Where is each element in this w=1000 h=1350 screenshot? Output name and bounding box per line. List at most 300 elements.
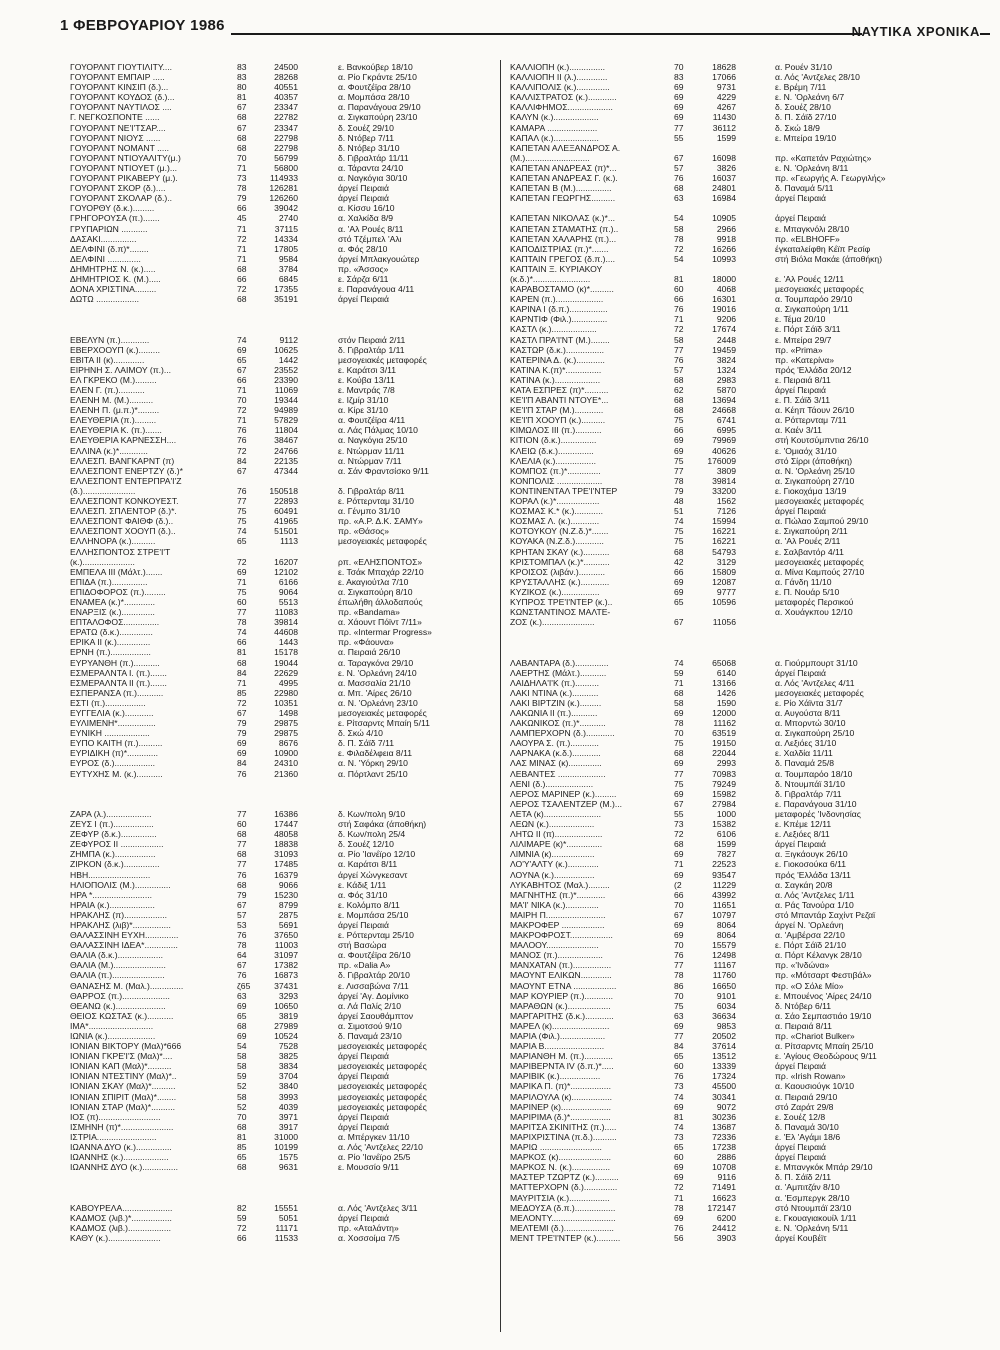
ship-name: ΕΠΙΔΟΦΟΡΟΣ (π.)......... [70,586,166,597]
ship-location: ε. Μπανγκόκ Μπάρ 29/10 [775,1162,873,1173]
tonnage: 4267 [716,102,736,113]
ship-entry [510,920,940,930]
ship-name: ΕΙΡΗΝΗ Σ. ΛΑΙΜΟΥ (π.)... [70,364,172,375]
build-year: 79 [237,889,247,900]
build-year: 71 [237,162,247,173]
tonnage: 5870 [716,385,736,395]
build-year: 69 [674,758,684,769]
tonnage: 24310 [274,758,298,769]
ship-name: ΛΗΤΩ ΙΙ (π).................... [510,829,603,840]
ship-name: ΛΑΕΡΤΗΣ (Μάλτ.)........... [510,667,607,678]
build-year: 75 [237,506,247,517]
build-year: 69 [237,748,247,759]
tonnage: 1324 [716,364,736,375]
ship-entry [70,112,500,122]
ship-name: ΕΒΕΡΧΟΟΥΠ (κ.)......... [70,344,160,355]
build-year: 64 [237,950,247,961]
ship-name: ΚΑΠΑΛ (κ.)................... [510,132,599,143]
tonnage: 16037 [712,173,736,184]
tonnage: 9112 [279,334,298,345]
tonnage: 13166 [712,677,736,688]
ship-name: ΚΑΠΕΤΑΝ ΑΛΕΞΑΝΔΡΟΣ Α. [510,142,621,153]
ship-location: ε. Πόρτ Σάϊδ 3/11 [775,324,841,335]
tonnage: 28268 [274,72,298,83]
ship-location: μεσογειακές μεταφορές [338,1081,427,1092]
ship-location: α. Λάς Πάλμας 10/10 [338,425,418,436]
ship-location: ε. Λεξιόες 8/11 [775,829,830,840]
ship-name: ΛΕΡΟΣ ΜΑΡΙΝΕΡ (κ.)......... [510,788,617,799]
ship-location: μεσογειακές μεταφορές [775,284,864,295]
ship-name: ΚΟΥΑΚΑ (Ν.Ζ.δ.)............ [510,536,604,547]
build-year: 63 [237,990,247,1001]
ship-name: ΕΛΛΕΣΠ. ΣΠΛΕΝΤΟΡ (δ.)*. [70,506,177,517]
ship-name: ΚΑΠΕΤΑΝ ΑΝΔΡΕΑΣ (π)*... [510,162,617,173]
ship-entry [70,900,500,910]
build-year: 68 [674,546,684,557]
ship-location: ε. 'Ελ 'Αγάμι 18/6 [775,1131,841,1142]
ship-name: ΛΙΜΝΙΑ (κ).................. [510,849,595,860]
tonnage: 10650 [274,1000,298,1011]
row-spacer [70,1172,500,1182]
tonnage: 6845 [278,273,298,284]
ship-entry [510,466,940,476]
ship-entry [70,1122,500,1132]
ship-location: πρ. «Chariot Bulker» [775,1031,855,1041]
ship-name: ΚΟΣΜΑΣ Λ. (κ.)............ [510,516,600,527]
ship-location: α. Μπέργκεν 11/10 [338,1131,410,1142]
ship-name: ΖΙΡΚΟΝ (δ.κ.)............... [70,859,160,870]
ship-location: α. 'Αμβέρσα 22/10 [775,930,845,941]
tonnage: 9777 [716,586,736,597]
tonnage: 3293 [278,990,298,1001]
build-year: 58 [674,697,684,708]
ship-name: ΕΛΛΕΣΠΟΝΤ ΕΝΕΡΤΖΥ (δ.)* [70,465,183,476]
ship-location: ε. Σιγκαπούρη 2/11 [775,526,848,537]
build-year: 68 [237,1162,247,1173]
header-rule [190,33,862,35]
tonnage: 39042 [274,203,298,214]
build-year: 76 [237,930,247,941]
ship-location: δ. Γιβραλτάρ 11/11 [338,152,409,163]
build-year: 83 [674,72,684,83]
ship-location: άργεί Πειραιά [775,213,826,224]
ship-entry [510,92,940,102]
build-year: 75 [674,1000,684,1011]
ship-entry [70,143,500,153]
ship-location: μεσογειακές μεταφορές [338,354,427,365]
ship-entry [510,1061,940,1071]
ship-location: α. Πόρτλαντ 25/10 [338,768,408,779]
build-year: 67 [237,960,247,971]
row-spacer [70,324,500,334]
ship-entry [510,476,940,486]
tonnage: 2966 [716,223,736,234]
ship-location: α. Μασσαλία 21/10 [338,677,411,688]
ship-entry [70,617,500,627]
ship-entry [70,213,500,223]
ship-name: ΔΑΣΑΚΙ............... [70,233,137,244]
ship-entry [70,435,500,445]
tonnage: 24801 [712,183,736,194]
ship-location: άργεί Πειραιά [775,667,826,678]
row-spacer [70,789,500,799]
ship-name: ΕΡΙΚΑ II (κ.).............. [70,637,151,648]
ship-name: ΓΡΗΓΟΡΟΥΣΑ (π.)....... [70,213,160,224]
ship-location: μεταφορές 'Ινδονησίας [775,808,861,819]
ship-location: ε. 'Αλ Ρουές 12/11 [775,273,845,284]
ship-entry [510,516,940,526]
ship-location: α. Λός 'Αντζελες 4/11 [775,677,855,688]
ship-entry [510,587,940,597]
ship-location: άργεί Πειραιά [775,385,826,395]
ship-location: άργεί 'Αγ. Δομίνικο [338,990,409,1001]
tonnage: 11651 [712,899,736,910]
ship-name: ΚΑΤΙΝΑ Κ.(π)*............... [510,364,602,375]
ship-name: ΕΣΠΕΡΑΝΣΑ (π.)........... [70,687,164,698]
ship-entry [510,112,940,122]
ship-name: ΚΑΔΜΟΣ (λιβ.).................. [70,1222,171,1233]
tonnage: 7528 [278,1041,298,1052]
ship-location: ε. Βρέμη 7/11 [775,82,827,93]
tonnage: 126260 [269,193,298,204]
ship-entry [510,597,940,607]
build-year: 79 [237,193,247,204]
build-year: 78 [674,718,684,729]
ship-entry [510,224,940,234]
ship-name: ΚΩΝΣΤΑΝΤΙΝΟΣ ΜΑΛΤΕ- [510,607,611,618]
ship-name: ΔΕΛΦΙΝΙ .............. [70,253,141,264]
ship-entry [70,506,500,516]
build-year: 60 [674,1061,684,1072]
tonnage: 1000 [716,808,736,819]
ship-entry [510,385,940,395]
tonnage: 6034 [716,1000,736,1011]
ship-name: ΕΥΓΓΕΛΙΑ (κ.)............ [70,708,154,718]
ship-name: ΕΛΛΕΣΠΟΝΤ ΕΝΤΕΡΠΡΑ'Ι'Ζ [70,475,182,486]
ship-entry [510,930,940,940]
tonnage: 23347 [274,122,298,133]
ship-entry [510,254,940,264]
ship-entry [510,1193,940,1203]
build-year: 45 [237,213,247,224]
ship-name: ΕΛΛΙΝΑ (κ.)*............ [70,445,148,456]
ship-name: ΓΟΥΟΡΛΝΤ ΡΙΚΑΒΕΡΥ (μ.). [70,173,178,184]
build-year: 75 [237,516,247,527]
ship-entry [70,547,500,557]
ship-name: ΕΛΕΥΘΕΡΙΑ Κ. (π.)....... [70,425,162,436]
tonnage: 18838 [274,839,298,850]
ship-name: ΜΑΡΚΟΣ (κ)...................... [510,1152,612,1163]
build-year: 48 [674,496,684,507]
ship-location: α. Σιγκαπούρη 27/10 [775,475,855,486]
tonnage: 22798 [274,132,298,143]
ship-entry [70,123,500,133]
tonnage: 3819 [278,1010,298,1021]
ship-name: ΚΑΠΟΔΙΣΤΡΙΑΣ (π.)*....... [510,243,609,254]
build-year: 68 [674,405,684,416]
ship-name: ΜΑΟΥΝΤ ΕΤΝΑ .................. [510,980,617,991]
ship-location: α. Παρανάγουα 29/10 [338,102,421,113]
ship-name: ΔΗΜΗΤΡΗΣ Ν. (κ.)..... [70,263,156,274]
ship-name: ΜΑΡΑΘΩΝ (κ.).................. [510,1000,611,1011]
build-year: 69 [674,586,684,597]
build-year: 59 [237,1071,247,1082]
tonnage: 6166 [278,576,298,587]
ship-location: ε. Μομπάσα 25/10 [338,909,409,920]
ship-location: α. Ρόττερνταμ 7/11 [775,415,847,426]
ship-entry [70,910,500,920]
ship-name: ΚΑΜΑΡΑ ..................... [510,122,598,133]
ship-entry [70,526,500,536]
build-year: 53 [237,919,247,930]
ship-name: ΙΟΝΙΑΝ ΣΚΑΥ (Μαλ)*.......... [70,1081,176,1092]
tonnage: 9072 [716,1101,736,1112]
build-year: 80 [237,82,247,93]
ship-entry [70,62,500,72]
build-year: 74 [237,526,247,537]
build-year: 68 [237,1121,247,1132]
build-year: 57 [237,909,247,920]
ship-entry [510,900,940,910]
ship-entry [510,536,940,546]
tonnage: 1575 [278,1152,298,1163]
build-year: 77 [674,344,684,355]
ship-name: ΛΑΡΝΑΚΑ (κ.δ.)............ [510,748,601,759]
tonnage: 22523 [712,859,736,870]
tonnage: 40357 [274,92,298,103]
build-year: 69 [237,1000,247,1011]
ship-location: α. 'Αμπιτζάν 8/10 [775,1182,840,1193]
tonnage: 19044 [274,657,298,668]
tonnage: 15382 [712,819,736,830]
ship-entry [510,1152,940,1162]
tonnage: 11430 [712,112,736,123]
ship-name: ΗΛΙΟΠΟΛΙΣ (Μ.)............... [70,879,171,890]
ship-entry [70,1102,500,1112]
ship-location: α. Ν. 'Ορλεάνη 25/10 [775,465,855,476]
build-year: 75 [674,536,684,547]
ship-location: ε. Χαλδία 11/11 [775,748,833,759]
ship-entry [70,597,500,607]
ship-name: ΕΥΡΟΣ (δ.)................. [70,758,156,769]
ship-location: δ. Π. Σάϊδ 2/11 [775,1172,831,1183]
build-year: 69 [674,112,684,123]
build-year: 69 [674,930,684,941]
ship-entry [70,224,500,234]
ship-name: ΚΙΤΙΟΝ (δ.κ.)............... [510,435,597,446]
ship-location: α. Σιγκαπούρη 23/10 [338,112,418,123]
tonnage: 18628 [712,62,736,72]
ship-name: ΛΕΤΑ (κ)........................ [510,808,602,819]
ship-location: στή Σαφάκα (άποθήκη) [338,819,427,830]
build-year: 67 [674,152,684,163]
ship-location: ε. Γκουαγιακουίλ 1/11 [775,1212,857,1223]
build-year: 75 [674,415,684,426]
ship-entry [70,708,500,718]
ship-name: ΛΕΝΙ (δ.).................... [510,778,594,789]
build-year: 76 [237,435,247,446]
tonnage: 8676 [278,738,298,749]
ship-name: (δ.)...................... [70,485,136,496]
tonnage: 19459 [712,344,736,355]
tonnage: 16301 [712,294,736,305]
ship-location: μεταφορές Περσικού [775,596,854,607]
tonnage: 38467 [274,435,298,446]
build-year: 66 [237,273,247,284]
ship-location: άργεί Πειραιά [775,506,826,517]
ship-name: ΚΟΝΠΟΛΙΣ ................... [510,475,603,486]
ship-name: ΚΟΣΜΑΣ Κ.* (κ.)............ [510,506,603,517]
ship-name: ΜΑΡΓΑΡΙΤΗΣ (δ.κ.)............ [510,1010,614,1021]
ship-name: ΜΑΝΧΑΤΑΝ (π.)................ [510,960,612,971]
ship-name: ΜΑΥΡΙΤΣΙΑ (κ.)................. [510,1192,610,1203]
ship-location: πρ. «Καπετάν Ραχιώτης» [775,152,872,163]
tonnage: 8799 [278,899,298,910]
ship-location: α. Τάραντα 24/10 [338,162,404,173]
ship-name: ΔΗΜΗΤΡΙΟΣ Κ. (Μ.)..... [70,273,161,284]
build-year: 69 [674,1212,684,1223]
ship-entry [510,1011,940,1021]
build-year: 74 [237,627,247,638]
ship-location: α. Λός 'Αντζελες 1/11 [775,889,855,900]
ship-location: ε. Π. Σάϊδ 3/11 [775,395,831,406]
tonnage: 36112 [712,122,736,133]
build-year: 71 [674,314,684,325]
ship-location: δ. Παναμά 5/11 [775,183,834,194]
build-year: 78 [674,970,684,981]
ship-entry [70,1011,500,1021]
ship-entry [510,718,940,728]
build-year: 68 [237,849,247,860]
tonnage: 17674 [712,324,736,335]
ship-name: ΜΑΝΟΣ (π.)................... [510,950,603,961]
ship-location: α. Χαλκίδα 8/9 [338,213,394,224]
ship-name: ΖΕΦΥΡ (δ.κ.)............... [70,829,157,840]
tonnage: 8064 [716,919,736,930]
ship-location: ε. Ρόττερνταμ 31/10 [338,496,414,507]
ship-name: ΜΑΤΤΕΡΧΟΡΝ (δ.).............. [510,1182,618,1193]
ship-location: α. 'Εσμπεργκ 28/10 [775,1192,850,1203]
ship-entry [70,940,500,950]
build-year: 76 [237,869,247,880]
ship-name: ΚΑΒΟΥΡΕΛΑ..................... [70,1202,173,1213]
ship-entry [70,486,500,496]
ship-name: ΕΝΑΜΕΑ (κ.)*............. [70,596,155,607]
ship-name: ΚΡΙΣΤΟΜΠΑΛ (κ.)*........... [510,556,610,567]
ship-name: ΚΕ'Ι'Π ΣΤΑΡ (Μ.)............ [510,405,604,416]
ship-entry [510,668,940,678]
tonnage: 24500 [274,62,298,72]
ship-entry [70,1041,500,1051]
ship-name: ΓΟΥΟΡΛΝΤ ΣΚΟΡ (δ.).... [70,183,166,194]
ship-location: μεσογειακές μεταφορές [338,1061,427,1072]
ship-name: ΙΟΝΙΑΝ ΣΠΙΡΙΤ (Μαλ)*........ [70,1091,177,1102]
ship-entry [510,758,940,768]
tonnage: 24766 [274,445,298,456]
build-year: 81 [237,1131,247,1142]
ship-entry [70,930,500,940]
ship-location: α. Ρίο 'Ιανέϊρο 12/10 [338,849,416,860]
build-year: 67 [237,708,247,718]
ship-name: ΛΥΚΑΒΗΤΟΣ (Μαλ.)......... [510,879,610,890]
build-year: 75 [674,738,684,749]
ship-location: πρ. «Bandama» [338,607,400,618]
build-year: 59 [237,1212,247,1223]
row-spacer [70,304,500,314]
ship-location: α. Ναγκόγια 30/10 [338,173,408,184]
build-year: 69 [237,344,247,355]
ship-location: άργεί Ν. 'Ορλεάνη [775,919,844,930]
ship-entry [510,82,940,92]
build-year: 71 [674,859,684,870]
ship-entry [70,738,500,748]
ship-location: ε. Καράτσι 3/11 [338,364,397,375]
row-spacer [510,627,940,637]
ship-location: άργεί Κουβέϊτ [775,1232,827,1243]
ship-name: ΙΟΝΙΑΝ ΒΙΚΤΟΡΥ (Μαλ)*666 [70,1041,182,1052]
ship-entry [70,335,500,345]
ship-name: ΛΑΚΙ ΝΤΙΝΑ (κ.)........... [510,687,599,698]
ship-entry [70,829,500,839]
ship-name: ΙΩΝΙΑ (κ.).................... [70,1031,156,1041]
ship-entry [70,748,500,758]
ship-entry [510,859,940,869]
row-spacer [70,314,500,324]
build-year: 69 [674,82,684,93]
ship-name: ΚΡΟΙΣΟΣ (λιβάν.)........... [510,566,606,577]
tonnage: 23390 [274,374,298,385]
ship-entry [510,708,940,718]
build-year: 76 [674,354,684,365]
ship-entry [70,425,500,435]
build-year: 76 [674,1222,684,1233]
ship-name: ΔΟΝΑ ΧΡΙΣΤΙΝΑ......... [70,284,157,295]
ship-entry [510,1112,940,1122]
build-year: 74 [674,516,684,527]
ship-entry [70,1081,500,1091]
tonnage: 4068 [716,284,736,295]
ship-location: δ. Γιβραλτάρ 8/11 [338,485,405,496]
ship-name: ΕΡΑΤΩ (δ.κ.).............. [70,627,153,638]
ship-entry [510,769,940,779]
ship-entry [70,1142,500,1152]
ship-name: ΜΑΟΥΝΤ ΕΛΙΚΩΝ............. [510,970,612,981]
ship-entry [70,385,500,395]
ship-entry [510,950,940,960]
tonnage: 45500 [712,1081,736,1092]
ship-entry [510,234,940,244]
tonnage: 1599 [716,132,736,143]
ship-location: α. Ν. 'Ορλεάνη 23/10 [338,697,418,708]
build-year: 68 [237,879,247,890]
ship-entry [510,1182,940,1192]
build-year: 69 [674,1020,684,1031]
tonnage: 3825 [278,1051,298,1062]
build-year: 68 [674,748,684,759]
ship-entry [70,446,500,456]
ship-name: ΚΡΥΣΤΑΛΛΗΣ (κ.)............ [510,576,610,587]
ship-location: άργεί Πειραιά [338,183,389,194]
ship-name: ΚΥΖΙΚΟΣ (κ.)................ [510,586,600,597]
ship-name: ΚΛΕΙΩ (δ.κ.)............... [510,445,594,456]
ship-name: ΘΑΛΙΑ (π.)...................... [70,970,165,981]
ship-location: άργεί Πειραιά [338,1111,389,1122]
ship-name: ΔΕΛΦΙΝΙ (δ.π)*........ [70,243,149,254]
ship-location: ε. Ρίο Χάϊντα 31/7 [775,697,843,708]
build-year: 66 [237,1232,247,1243]
ship-entry [510,748,940,758]
tonnage: 3840 [278,1081,298,1092]
